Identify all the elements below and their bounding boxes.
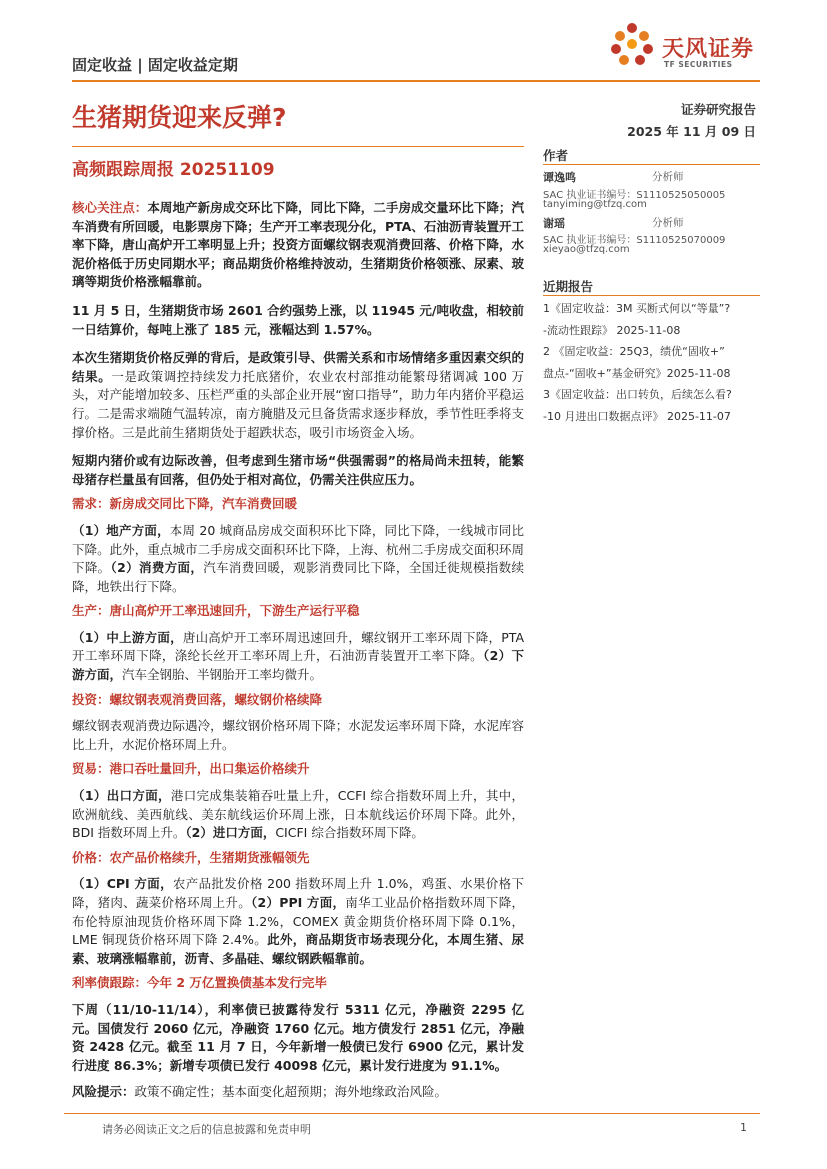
author-email[interactable]: tanyiming@tfzq.com <box>543 199 647 210</box>
main-body <box>72 199 524 1102</box>
production-paragraph <box>72 629 524 685</box>
rebound-reason-paragraph <box>72 349 524 442</box>
recent-report-line: -10 月进出口数据点评》 2025-11-07 <box>543 409 731 423</box>
demand-label: （1）地产方面， <box>72 522 170 538</box>
authors-rule <box>543 164 760 165</box>
price-label: （2）PPI 方面， <box>251 895 346 910</box>
recent-reports-list <box>543 298 757 427</box>
core-summary-paragraph <box>72 199 524 292</box>
author-role: 分析师 <box>652 171 684 183</box>
header-rule <box>72 80 760 82</box>
author-cert: SAC 执业证书编号：S1110525070009 <box>543 235 726 246</box>
report-category: 固定收益 | 固定收益定期 <box>72 56 238 74</box>
disclaimer-note: 请务必阅读正文之后的信息披露和免责申明 <box>102 1123 311 1136</box>
section-heading-demand: 需求：新房成交同比下降，汽车消费回暖 <box>72 496 298 512</box>
section-heading-production: 生产：唐山高炉开工率迅速回升，下游生产运行平稳 <box>72 603 360 619</box>
recent-report-item[interactable] <box>543 298 757 341</box>
company-logo-icon <box>608 22 656 70</box>
risk-paragraph <box>72 1083 524 1102</box>
trade-text: CICFI 综合指数环周下降。 <box>275 825 424 841</box>
trade-text: 港口完成集装箱吞吐量上升，CCFI 综合指数环周上升，其中，欧洲航线、美西航线、美东航线运价环周上涨，日本航线运价环周下降。此外，BDI 指数环周上升。 <box>72 788 525 841</box>
author-email[interactable]: xieyao@tfzq.com <box>543 244 630 255</box>
core-label: 核心关注点： <box>72 200 148 215</box>
footer-rule <box>64 1113 760 1114</box>
recent-report-item[interactable] <box>543 341 757 384</box>
author-role: 分析师 <box>652 217 684 229</box>
outlook-paragraph: 短期内猪价或有边际改善，但考虑到生猪市场“供强需弱”的格局尚未扭转，能繁母猪存栏量虽有回落，但仍处于相对高位，仍需关注供应压力。 <box>72 453 524 487</box>
price-highlight: 此外，商品期货市场表现分化，本周生猪、尿素、玻璃涨幅靠前，沥青、多晶硅、螺纹钢跌幅靠前。 <box>72 932 524 966</box>
production-label: （2）下游方面， <box>72 648 524 683</box>
company-logo-english: TF SECURITIES <box>664 60 733 69</box>
recent-reports-rule <box>543 295 760 296</box>
section-heading-price: 价格：农产品价格续升，生猪期货涨幅领先 <box>72 849 310 865</box>
price-paragraph <box>72 875 524 968</box>
hog-futures-paragraph: 11 月 5 日，生猪期货市场 2601 合约强势上涨，以 11945 元/吨收盘，相较前一日结算价，每吨上涨了 185 元，涨幅达到 1.57%。 <box>72 302 524 337</box>
recent-report-line: 2 《固定收益：25Q3，绩优“固收+” <box>543 345 725 358</box>
recent-reports-heading: 近期报告 <box>543 279 594 294</box>
report-subtitle: 高频跟踪周报 20251109 <box>72 160 275 180</box>
page-number: 1 <box>740 1121 747 1134</box>
report-type: 证券研究报告 <box>680 102 756 117</box>
price-text: 南华工业品价格指数环周下降，布伦特原油现货价格环周下降 1.2%，COMEX 黄金期货价格环周下降 0.1%，LME 铜现货价格环周下降 2.4%。 <box>72 895 524 948</box>
risk-label: 风险提示： <box>72 1084 135 1100</box>
demand-text: 汽车消费回暖，观影消费同比下降，全国迁徙规模指数续降，地铁出行下降。 <box>72 560 524 594</box>
report-date: 2025 年 11 月 09 日 <box>627 124 756 139</box>
demand-text: 本周 20 城商品房成交面积环比下降，同比下降，一线城市同比下降。此外，重点城市二手房成交面积环比下降，上海、杭州二手房成交面积环周下降。 <box>72 522 525 576</box>
demand-paragraph <box>72 522 524 596</box>
rebound-reason-text: 一是政策调控持续发力托底猪价，农业农村部推动能繁母猪调减 100 万头，对产能增加较多、压栏严重的头部企业开展“窗口指导”，助力年内猪价平稳运行。二是需求端随气温转凉，南方腌腊及元旦备货需求逐步释放，季节性旺季将支撑价格。三是此前生猪期货处于超跌状态，吸引市场资金入场。 <box>72 368 524 440</box>
recent-report-line: -流动性跟踪》 2025-11-08 <box>543 323 681 337</box>
title-rule <box>72 146 524 147</box>
trade-paragraph <box>72 787 524 843</box>
price-label: （1）CPI 方面， <box>72 876 173 892</box>
section-heading-rates: 利率债跟踪：今年 2 万亿置换债基本发行完毕 <box>72 975 327 991</box>
author-name: 谭逸鸣 <box>543 171 576 184</box>
section-heading-trade: 贸易：港口吞吐量回升，出口集运价格续升 <box>72 761 310 777</box>
recent-report-item[interactable] <box>543 384 757 427</box>
production-text: 汽车全钢胎、半钢胎开工率均微升。 <box>122 667 323 683</box>
production-label: （1）中上游方面， <box>72 629 183 645</box>
price-text: 农产品批发价格 200 指数环周上升 1.0%，鸡蛋、水果价格下降，猪肉、蔬菜价格环周上升。 <box>72 876 524 910</box>
report-title: 生猪期货迎来反弹? <box>72 103 287 132</box>
recent-report-line: 盘点-“固收+”基金研究》2025-11-08 <box>543 366 731 380</box>
rebound-reason-lead: 本次生猪期货价格反弹的背后，是政策引导、供需关系和市场情绪多重因素交织的结果。 <box>72 350 524 384</box>
trade-label: （1）出口方面， <box>72 788 171 804</box>
risk-text: 政策不确定性；基本面变化超预期；海外地缘政治风险。 <box>134 1084 448 1100</box>
company-logo-text: 天风证券 <box>662 37 755 62</box>
rates-paragraph: 下周（11/10-11/14），利率债已披露待发行 5311 亿元，净融资 2295 亿元。国债发行 2060 亿元，净融资 1760 亿元。地方债发行 2851 亿元，净融资 2428 亿元。截至 11 月 7 日，今年新增一般债已发行 6900 亿元，累计发行进度 86.3%；新增专项债已发行 40098 亿元，累计发行进度为 91.1%。 <box>72 1001 524 1073</box>
demand-label: （2）消费方面， <box>110 560 204 576</box>
trade-label: （2）进口方面， <box>185 825 276 841</box>
investment-paragraph: 螺纹钢表观消费边际遇冷，螺纹钢价格环周下降；水泥发运率环周下降，水泥库容比上升，水泥价格环周上升。 <box>72 718 524 752</box>
core-text: 本周地产新房成交环比下降，同比下降，二手房成交量环比下降；汽车消费有所回暖，电影票房下降；生产开工率表现分化，PTA、石油沥青装置开工率下降，唐山高炉开工率明显上升；投资方面螺纹钢表观消费回落、价格下降，水泥价格低于历史同期水平；商品期货价格维持波动，生猪期货价格领涨、尿素、玻璃等期货价格涨幅靠前。 <box>72 200 524 290</box>
section-heading-investment: 投资：螺纹钢表观消费回落，螺纹钢价格续降 <box>72 691 323 707</box>
recent-report-line: 3《固定收益：出口转负，后续怎么看? <box>543 388 732 401</box>
author-cert: SAC 执业证书编号：S1110525050005 <box>543 190 726 201</box>
production-text: 唐山高炉开工率环周迅速回升，螺纹钢开工率环周下降，PTA 开工率环周下降，涤纶长丝开工率环周上升，石油沥青装置开工率下降。 <box>72 629 524 664</box>
author-name: 谢瑶 <box>543 217 565 230</box>
authors-heading: 作者 <box>543 148 569 163</box>
recent-report-line: 1《固定收益：3M 买断式何以“等量”? <box>543 302 731 315</box>
